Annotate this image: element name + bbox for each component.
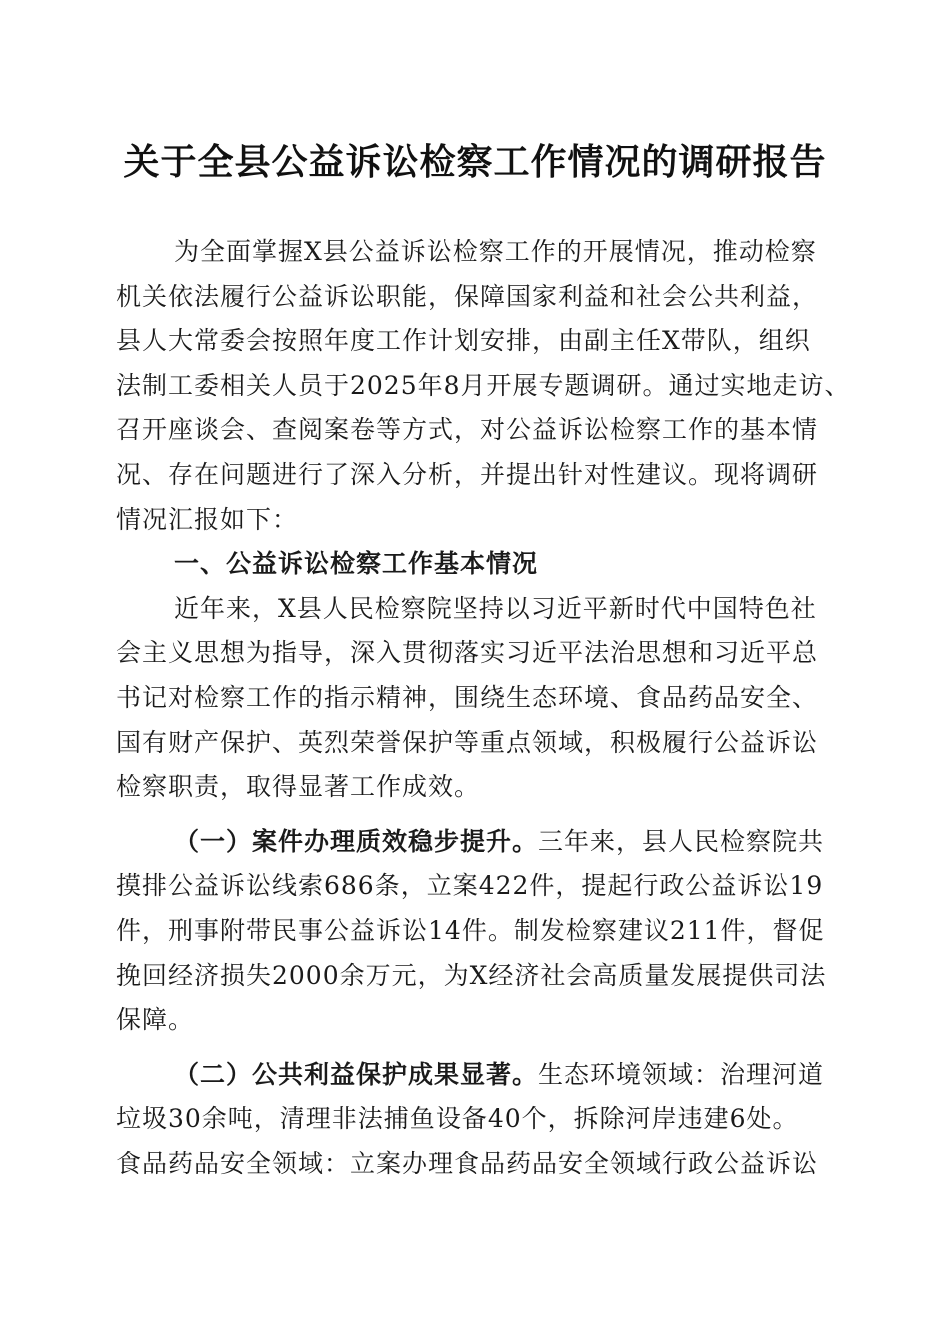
subsection-heading-2: （二）公共利益保护成果显著。 <box>174 1059 539 1089</box>
subsection-heading-1: （一）案件办理质效稳步提升。 <box>174 826 539 856</box>
intro-line: 况、存在问题进行了深入分析，并提出针对性建议。现将调研 <box>116 459 819 489</box>
section-heading-1: 一、公益诉讼检察工作基本情况 <box>174 549 539 579</box>
intro-line: 召开座谈会、查阅案卷等方式，对公益诉讼检察工作的基本情 <box>116 415 819 445</box>
subsection2-paragraph <box>116 1053 828 1187</box>
intro-line: 县人大常委会按照年度工作计划安排，由副主任X带队，组织 <box>116 326 811 356</box>
subsection1-line: 件，刑事附带民事公益诉讼14件。制发检察建议211件，督促 <box>116 915 825 945</box>
section1-paragraph <box>116 587 828 810</box>
section1-line: 近年来，X县人民检察院坚持以习近平新时代中国特色社 <box>174 593 817 623</box>
subsection1-text: 三年来，县人民检察院共 <box>538 826 825 856</box>
subsection2-first-line <box>116 1053 828 1098</box>
intro-line: 为全面掌握X县公益诉讼检察工作的开展情况，推动检察 <box>174 237 817 266</box>
subsection1-first-line <box>116 820 828 865</box>
intro-line: 机关依法履行公益诉讼职能，保障国家利益和社会公共利益， <box>116 281 819 311</box>
subsection1-line: 保障。 <box>116 1005 195 1035</box>
subsection2-line: 垃圾30余吨，清理非法捕鱼设备40个，拆除河岸违建6处。 <box>116 1104 799 1134</box>
section1-line: 会主义思想为指导，深入贯彻落实习近平法治思想和习近平总 <box>116 638 819 668</box>
document-title: 关于全县公益诉讼检察工作情况的调研报告 <box>123 141 827 183</box>
intro-line: 法制工委相关人员于2025年8月开展专题调研。通过实地走访、 <box>116 370 851 400</box>
subsection2-text: 生态环境领域：治理河道 <box>538 1059 825 1089</box>
intro-line: 情况汇报如下： <box>116 504 299 534</box>
section1-line: 检察职责，取得显著工作成效。 <box>116 772 481 802</box>
document-body <box>116 230 851 1186</box>
paragraph-gap <box>116 810 828 820</box>
subsection1-line: 挽回经济损失2000余万元，为X经济社会高质量发展提供司法 <box>116 960 827 990</box>
section1-line: 国有财产保护、英烈荣誉保护等重点领域，积极履行公益诉讼 <box>116 727 819 757</box>
subsection2-line: 食品药品安全领域：立案办理食品药品安全领域行政公益诉讼 <box>116 1148 819 1178</box>
intro-paragraph <box>116 230 851 542</box>
paragraph-gap <box>116 1043 828 1053</box>
section1-line: 书记对检察工作的指示精神，围绕生态环境、食品药品安全、 <box>116 682 819 712</box>
subsection1-paragraph <box>116 820 828 1043</box>
subsection1-line: 摸排公益诉讼线索686条，立案422件，提起行政公益诉讼19 <box>116 871 824 901</box>
